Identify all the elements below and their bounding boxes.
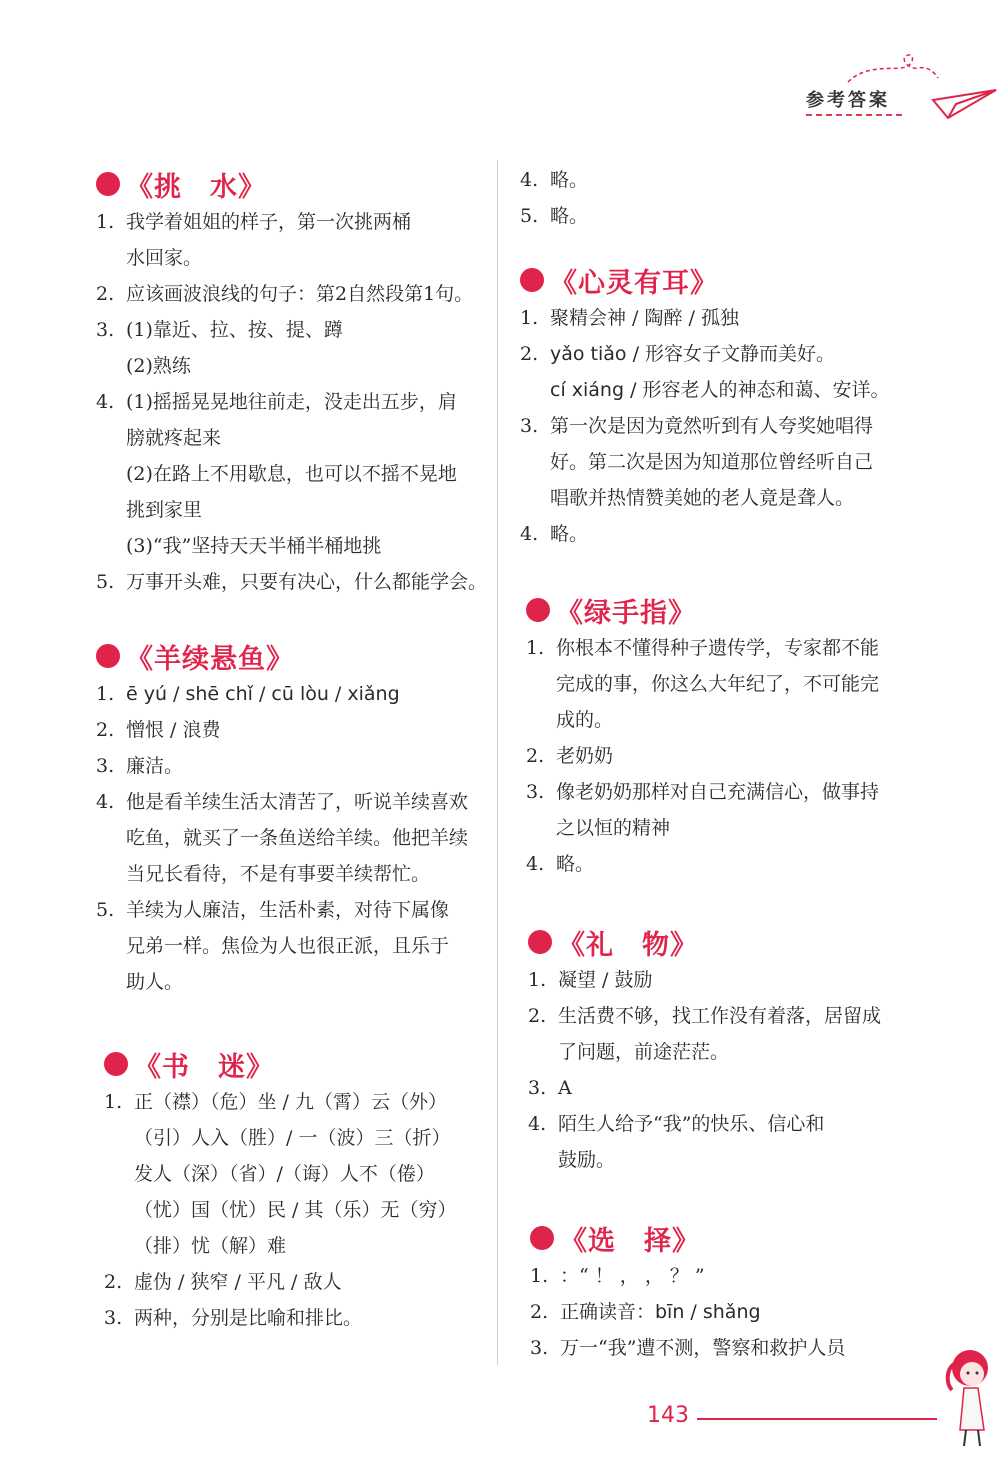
answer-item: 3. 万一“我”遭不测，警察和救护人员 [530, 1337, 846, 1359]
section-tiao-shui [96, 164, 496, 600]
bullet-dot-icon [96, 172, 120, 196]
answer-item: 2. 生活费不够，找工作没有着落，居留成 了问题，前途茫茫。 [528, 1005, 882, 1063]
bullet-dot-icon [528, 930, 552, 954]
answer-item: 2. 正确读音：bīn / shǎng [530, 1301, 761, 1323]
answer-item: 1. ：“ ！ ， ， ？ ” [530, 1265, 705, 1287]
answer-item: 1. 聚精会神 / 陶醉 / 孤独 [520, 307, 739, 329]
answer-item: 5. 万事开头难，只要有决心，什么都能学会。 [96, 571, 488, 593]
column-divider [497, 160, 498, 1365]
answer-item: 3. 像老奶奶那样对自己充满信心，做事持 之以恒的精神 [526, 781, 880, 839]
answer-item: 3. (1)靠近、拉、按、提、蹲 (2)熟练 [96, 319, 343, 377]
answer-item: 1. 我学着姐姐的样子，第一次挑两桶 水回家。 [96, 211, 412, 269]
section-tag: 参考答案 [806, 90, 890, 111]
answer-item: 3. 廉洁。 [96, 755, 184, 777]
girl-mascot-icon [940, 1340, 1000, 1450]
section-title: 《选 择》 [530, 1218, 920, 1258]
bullet-dot-icon [104, 1052, 128, 1076]
answer-item: 2. yǎo tiǎo / 形容女子文静而美好。 cí xiáng / 形容老人的神态和蔼、安详。 [520, 343, 890, 401]
answer-item: 4. 他是看羊续生活太清苦了，听说羊续喜欢 吃鱼，就买了一条鱼送给羊续。他把羊续 当兄长看待，不是有事要羊续帮忙。 [96, 791, 469, 885]
section-yang-xu-xuan-yu [96, 636, 496, 1000]
answer-item: 3. A [528, 1077, 572, 1099]
section-title: 《羊续悬鱼》 [96, 636, 496, 676]
section-title: 《书 迷》 [104, 1044, 496, 1084]
section-title: 《挑 水》 [96, 164, 496, 204]
footer-rule [697, 1418, 937, 1420]
answer-item: 3. 第一次是因为竟然听到有人夸奖她唱得 好。第二次是因为知道那位曾经听自己 唱歌并热情赞美她的老人竟是聋人。 [520, 415, 874, 509]
answer-item: 1. 你根本不懂得种子遗传学，专家都不能 完成的事，你这么大年纪了，不可能完 成的。 [526, 637, 880, 731]
answer-item: 1. 凝望 / 鼓励 [528, 969, 653, 991]
answer-item: 2. 憎恨 / 浪费 [96, 719, 221, 741]
section-title: 《礼 物》 [528, 922, 920, 962]
section-li-wu [528, 922, 920, 1178]
answer-item: 4. 略。 [520, 523, 589, 545]
answer-item: 3. 两种，分别是比喻和排比。 [104, 1307, 363, 1329]
answer-item: 4. 略。 [526, 853, 595, 875]
section-lv-shou-zhi [526, 590, 920, 882]
section-title: 《心灵有耳》 [520, 260, 920, 300]
section-shu-mi [104, 1044, 496, 1336]
section-xuan-ze [530, 1218, 920, 1366]
bullet-dot-icon [526, 598, 550, 622]
answer-item: 2. 应该画波浪线的句子：第2自然段第1句。 [96, 283, 474, 305]
bullet-dot-icon [96, 644, 120, 668]
section-title: 《绿手指》 [526, 590, 920, 630]
answer-item: 4. (1)摇摇晃晃地往前走，没走出五步，肩 膀就疼起来 (2)在路上不用歇息，也可以不摇不晃地 挑到家里 (3)“我”坚持天天半桶半桶地挑 [96, 391, 457, 557]
page-number: 143 [647, 1403, 689, 1428]
section-tag-underline [806, 114, 902, 116]
answer-item: 4. 陌生人给予“我”的快乐、信心和 鼓励。 [528, 1113, 825, 1171]
bullet-dot-icon [530, 1226, 554, 1250]
answer-item: 5. 羊续为人廉洁，生活朴素，对待下属像 兄弟一样。焦俭为人也很正派，且乐于 助人。 [96, 899, 450, 993]
answer-item: 4. 略。 [520, 169, 589, 191]
bullet-dot-icon [520, 268, 544, 292]
section-continued [520, 162, 920, 234]
answer-item: 1. 正（襟）（危）坐 / 九（霄）云（外） （引）人入（胜）/ 一（波）三（折） 发人（深）（省）/（诲）人不（倦） （忧）国（忧）民 / 其（乐）无（穷） （排）忧（解）难 [104, 1091, 457, 1257]
answer-item: 2. 老奶奶 [526, 745, 614, 767]
answer-item: 1. ē yú / shē chǐ / cū lòu / xiǎng [96, 683, 400, 705]
answer-item: 5. 略。 [520, 205, 589, 227]
section-xin-ling-you-er [520, 260, 920, 552]
answer-item: 2. 虚伪 / 狭窄 / 平凡 / 敌人 [104, 1271, 342, 1293]
